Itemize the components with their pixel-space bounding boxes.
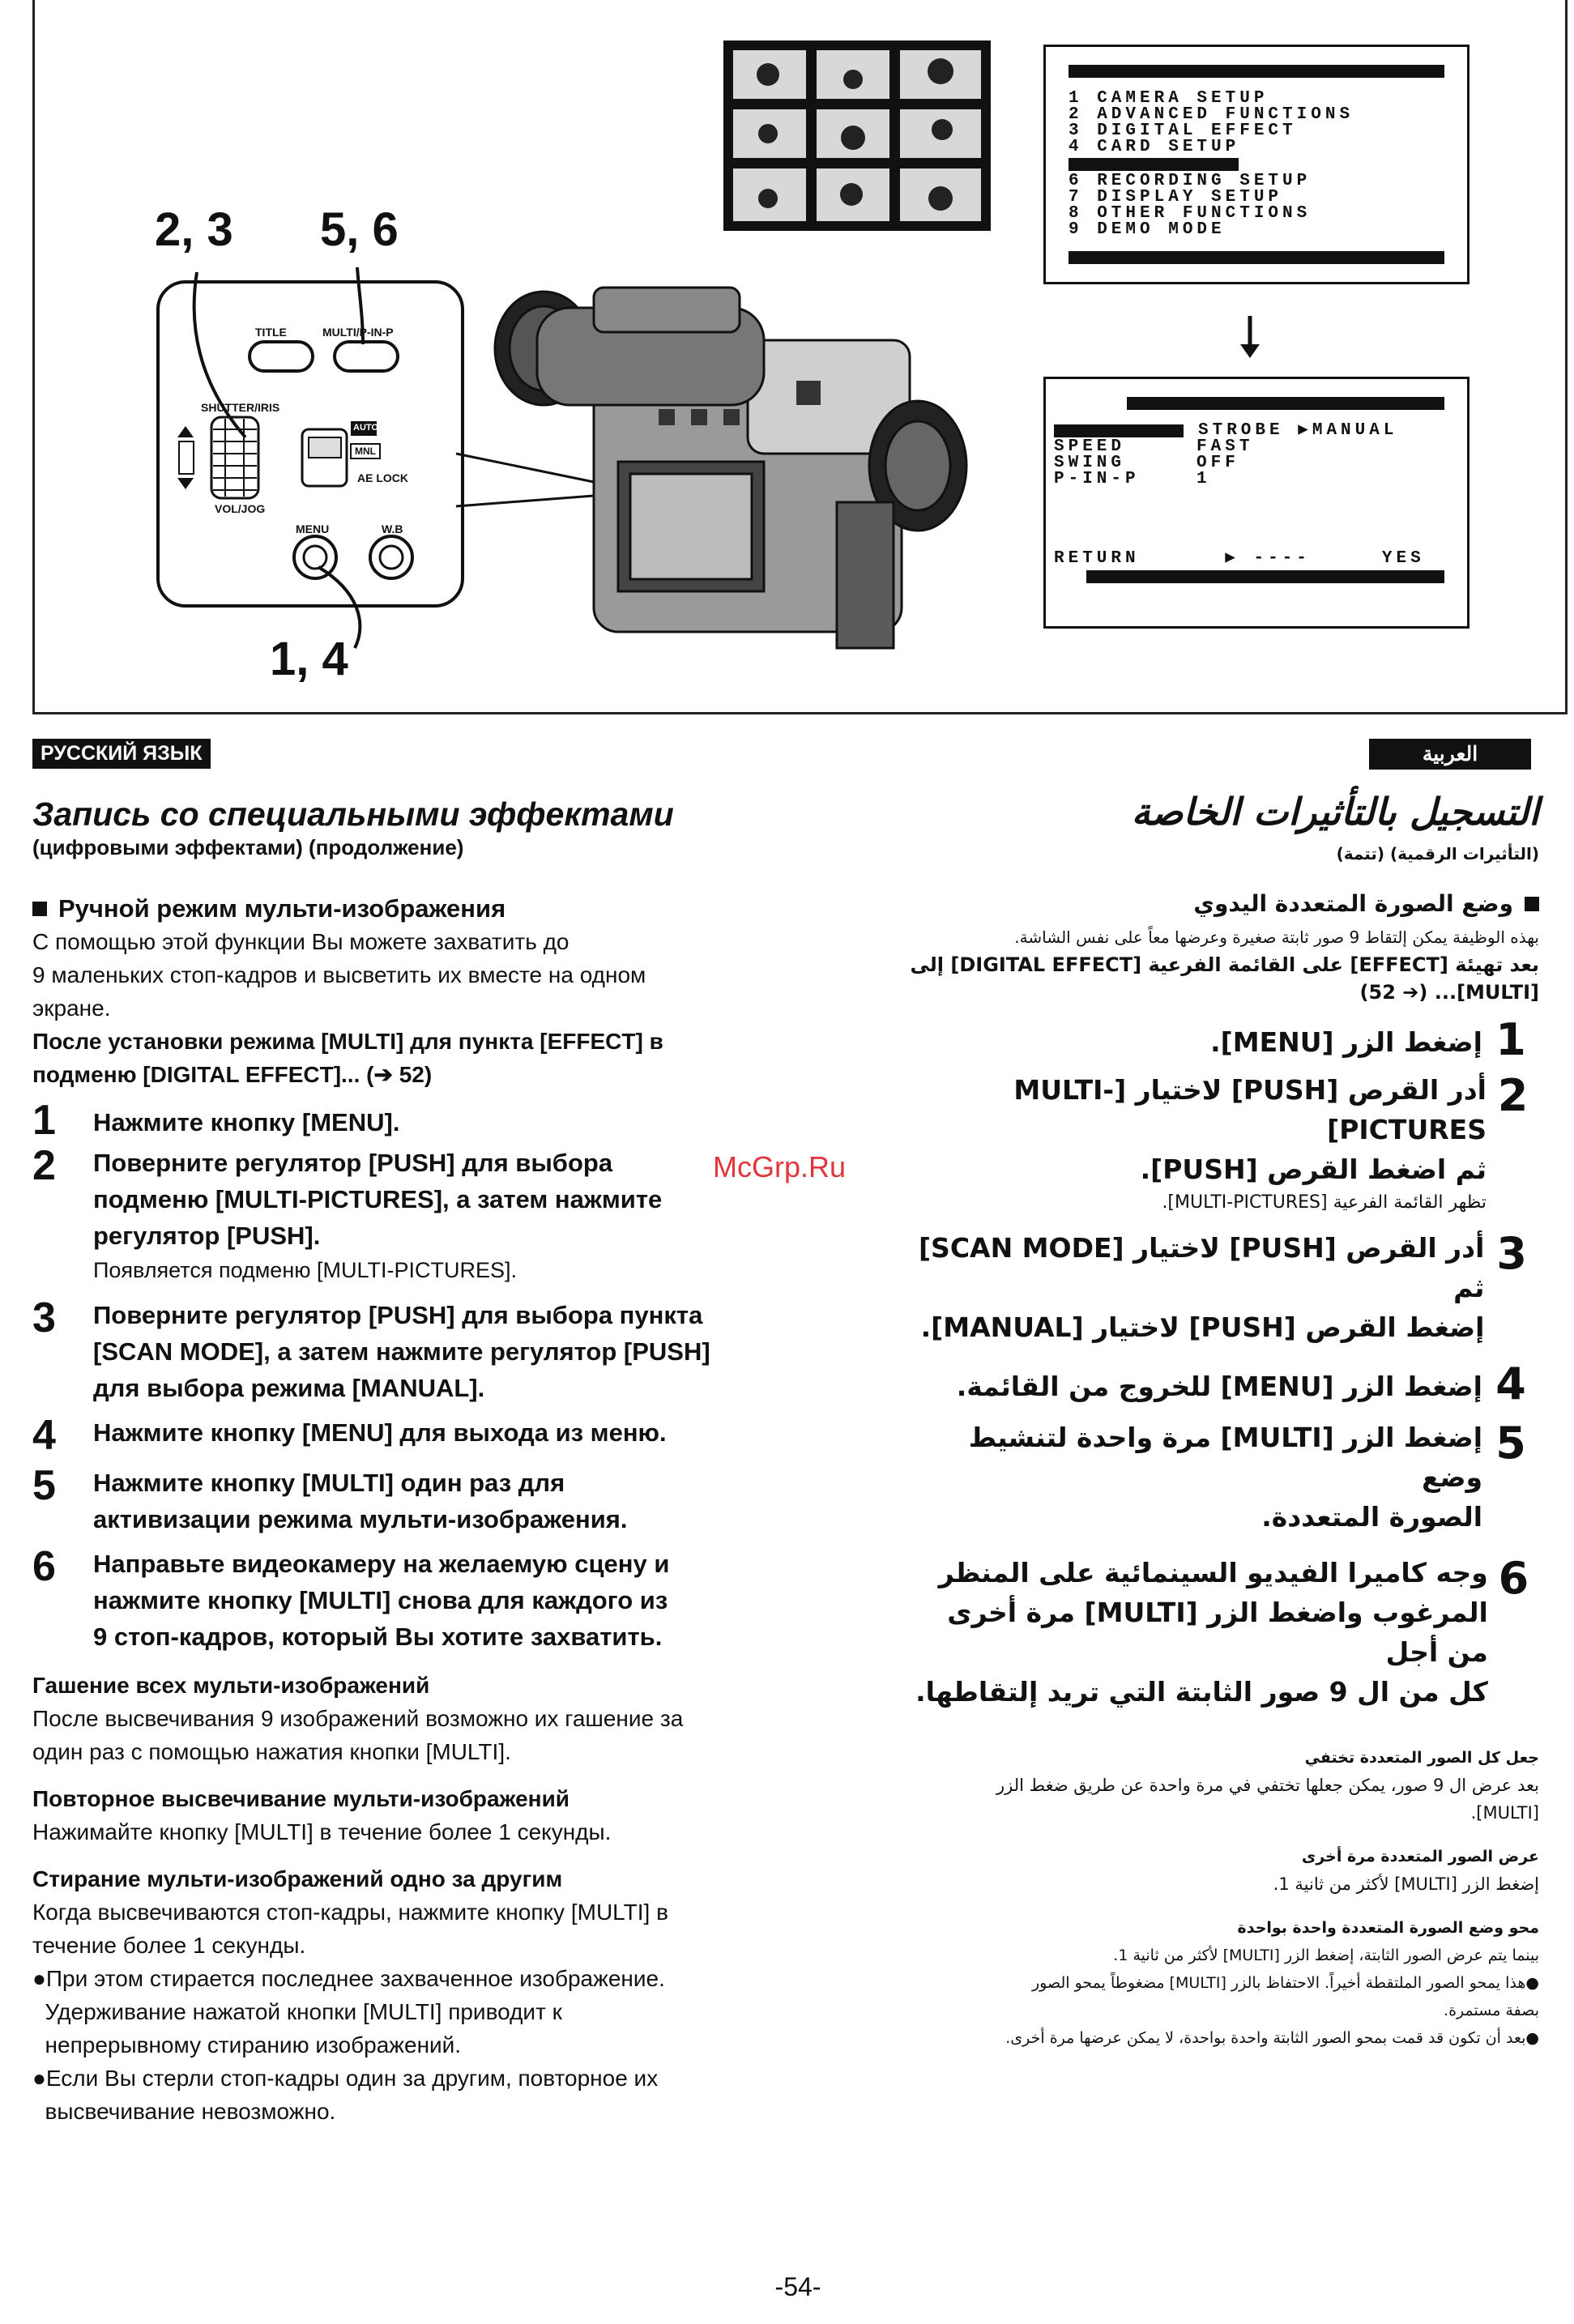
menu-button-label: MENU: [296, 522, 330, 535]
menu-item: 9 DEMO MODE: [1069, 220, 1226, 239]
step-4: 4 Нажмите кнопку [MENU] для выхода из меню.: [32, 1412, 667, 1459]
arabic-step-6: 6 وجه كاميرا الفيديو السينمائية على المنظر المرغوب واضغط الزر [MULTI] مرة أخرى من أجل كل من ال 9 صور الثابتة التي تريد إلتقاطها.: [915, 1553, 1529, 1708]
step-5: 5 Нажмите кнопку [MULTI] один раз для активизации режима мульти-изображения.: [32, 1462, 628, 1533]
ae-lock-label: AE LOCK: [357, 471, 408, 484]
note-clear-all: Гашение всех мульти-изображений После высвечивания 9 изображений возможно их гашение за один раз с помощью нажатия кнопки [MULTI].: [32, 1673, 684, 1764]
prerequisite-text: После установки режима [MULTI] для пункта [EFFECT] в подменю [DIGITAL EFFECT]... (➔ 52): [32, 1029, 663, 1087]
arabic-section-heading: وضع الصورة المتعددة اليدوي: [1193, 890, 1513, 917]
note-erase-one-by-one: Стирание мульти-изображений одно за другим Когда высвечиваются стоп-кадры, нажмите кнопку [MULTI] в течение более 1 секунды. ●При этом стирается последнее захваченное изображение. Удерживание нажатой кнопки [MULTI] приводит к непрерывному стиранию изображений. ●Если Вы стерли стоп-кадры один за другим, повторное их высвечивание невозможно.: [32, 1866, 668, 2124]
russian-column: [32, 795, 859, 2128]
section-heading: Ручной режим мульти-изображения: [58, 894, 506, 923]
callout-1-4: 1, 4: [270, 633, 348, 685]
wb-button-label: W.B: [382, 522, 403, 535]
vol-jog-label: VOL/JOG: [215, 502, 266, 515]
multi-pictures-screen: [1043, 377, 1469, 629]
arabic-column: [899, 790, 1539, 2052]
swing-row: SWING OFF: [1054, 454, 1239, 472]
arabic-page-title: التسجيل بالتأثيرات الخاصة: [1131, 790, 1539, 834]
step-1: 1 Нажмите кнопку [MENU].: [32, 1097, 400, 1144]
arabic-step-4: 4 إضغط الزر [MENU] للخروج من القائمة.: [956, 1358, 1526, 1409]
menu-item: 3 DIGITAL EFFECT: [1069, 122, 1297, 140]
page-subtitle: (цифровыми эффектами) (продолжение): [32, 835, 464, 859]
arabic-steps-list: [899, 1014, 1539, 1712]
speed-row: SPEED FAST: [1054, 437, 1254, 456]
arabic-note-clear-all: جعل كل الصور المتعددة تختفي بعد عرض ال 9 صور، يمكن جعلها تختفي في مرة واحدة عن طريق ضغط الزر [MULTI].: [996, 1749, 1539, 1823]
menu-item: 1 CAMERA SETUP: [1069, 89, 1269, 108]
watermark: McGrp.Ru: [713, 1150, 847, 1183]
return-row: RETURN ▶ ---- YES: [1054, 549, 1425, 568]
arabic-language-tag: العربية: [1369, 739, 1531, 770]
arabic-note-erase-one-by-one: محو وضع الصورة المتعددة واحدة بواحدة بينما يتم عرض الصور الثابتة، إضغط الزر [MULTI] لأكثر من ثانية 1. ●هذا يمحو الصور الملتقطة أخيراً. الاحتفاظ بالزر [MULTI] مضغوطاً يمحو الصور بصفة مستمرة. ●بعد أن تكون قد قمت بمحو الصور الثابتة واحدة بواحدة، لا يمكن عرضها مرة أخرى.: [1005, 1919, 1539, 2047]
scan-mode-row: STROBE ▶MANUAL: [1198, 421, 1398, 440]
arabic-step-2: 2 أدر القرص [PUSH] لاختيار [MULTI-PICTURES] ثم اضغط القرص [PUSH]. تظهر القائمة الفرعية [MULTI-PICTURES].: [1013, 1070, 1529, 1213]
arabic-note-redisplay: عرض الصور المتعددة مرة أخرى إضغط الزر [MULTI] لأكثر من ثانية 1.: [1273, 1848, 1539, 1894]
menu-item: 4 CARD SETUP: [1069, 138, 1240, 156]
arabic-section-bullet-icon: [1525, 897, 1539, 911]
menu-screen: [1043, 45, 1469, 284]
menu-item: 8 OTHER FUNCTIONS: [1069, 204, 1312, 223]
title-button-label: TITLE: [255, 326, 287, 339]
arabic-step-3: 3 أدر القرص [PUSH] لاختيار [SCAN MODE] ثم إضغط القرص [PUSH] لاختيار [MANUAL].: [918, 1228, 1527, 1343]
step-2: 2 Поверните регулятор [PUSH] для выбора подменю [MULTI-PICTURES], а затем нажмите регулятор [PUSH]. Появляется подменю [MULTI-PICTURES].: [32, 1142, 663, 1282]
callout-5-6: 5, 6: [320, 203, 399, 256]
section-bullet-icon: [32, 902, 47, 916]
multi-button-label: MULTI/P-IN-P: [322, 326, 394, 339]
arabic-page-subtitle: (التأثيرات الرقمية) (تتمة): [1336, 844, 1539, 864]
p-in-p-row: P-IN-P 1: [1054, 470, 1211, 488]
intro-text: С помощью этой функции Вы можете захватить до 9 маленьких стоп-кадров и высветить их вместе на одном экране.: [32, 929, 646, 1021]
menu-item: 2 ADVANCED FUNCTIONS: [1069, 105, 1354, 124]
russian-language-tag: РУССКИЙ ЯЗЫК: [32, 739, 211, 769]
note-redisplay: Повторное высвечивание мульти-изображений Нажимайте кнопку [MULTI] в течение более 1 секунды.: [32, 1786, 612, 1844]
callout-2-3: 2, 3: [155, 203, 233, 256]
auto-label: AUTO: [353, 423, 378, 433]
shutter-iris-label: SHUTTER/IRIS: [201, 401, 280, 414]
illustration-frame: [32, 0, 1568, 714]
arabic-step-5: 5 إضغط الزر [MULTI] مرة واحدة لتنشيط وضع الصورة المتعددة.: [968, 1418, 1526, 1533]
arabic-step-1: 1 إضغط الزر [MENU].: [1210, 1014, 1526, 1065]
page-title: Запись со специальными эффектами: [32, 795, 674, 833]
arabic-section-heading-row: [899, 890, 1539, 917]
step-3: 3 Поверните регулятор [PUSH] для выбора пункта [SCAN MODE], а затем нажмите регулятор [PUSH] для выбора режима [MANUAL].: [32, 1294, 710, 1402]
arabic-intro: بهذه الوظيفة يمكن إلتقاط 9 صور ثابتة صغيرة وعرضها معاً على نفس الشاشة. بعد تهيئة [EFFECT] على القائمة الفرعية [DIGITAL EFFECT] إلى [MULTI]... (➔ 52): [910, 927, 1539, 1004]
menu-item: 7 DISPLAY SETUP: [1069, 188, 1283, 207]
menu-item: 6 RECORDING SETUP: [1069, 172, 1312, 190]
manual-label: MNL: [355, 446, 376, 457]
page-number: -54-: [774, 2272, 821, 2301]
step-6: 6 Направьте видеокамеру на желаемую сцену и нажмите кнопку [MULTI] снова для каждого из 9 стоп-кадров, который Вы хотите захватить.: [32, 1543, 670, 1651]
